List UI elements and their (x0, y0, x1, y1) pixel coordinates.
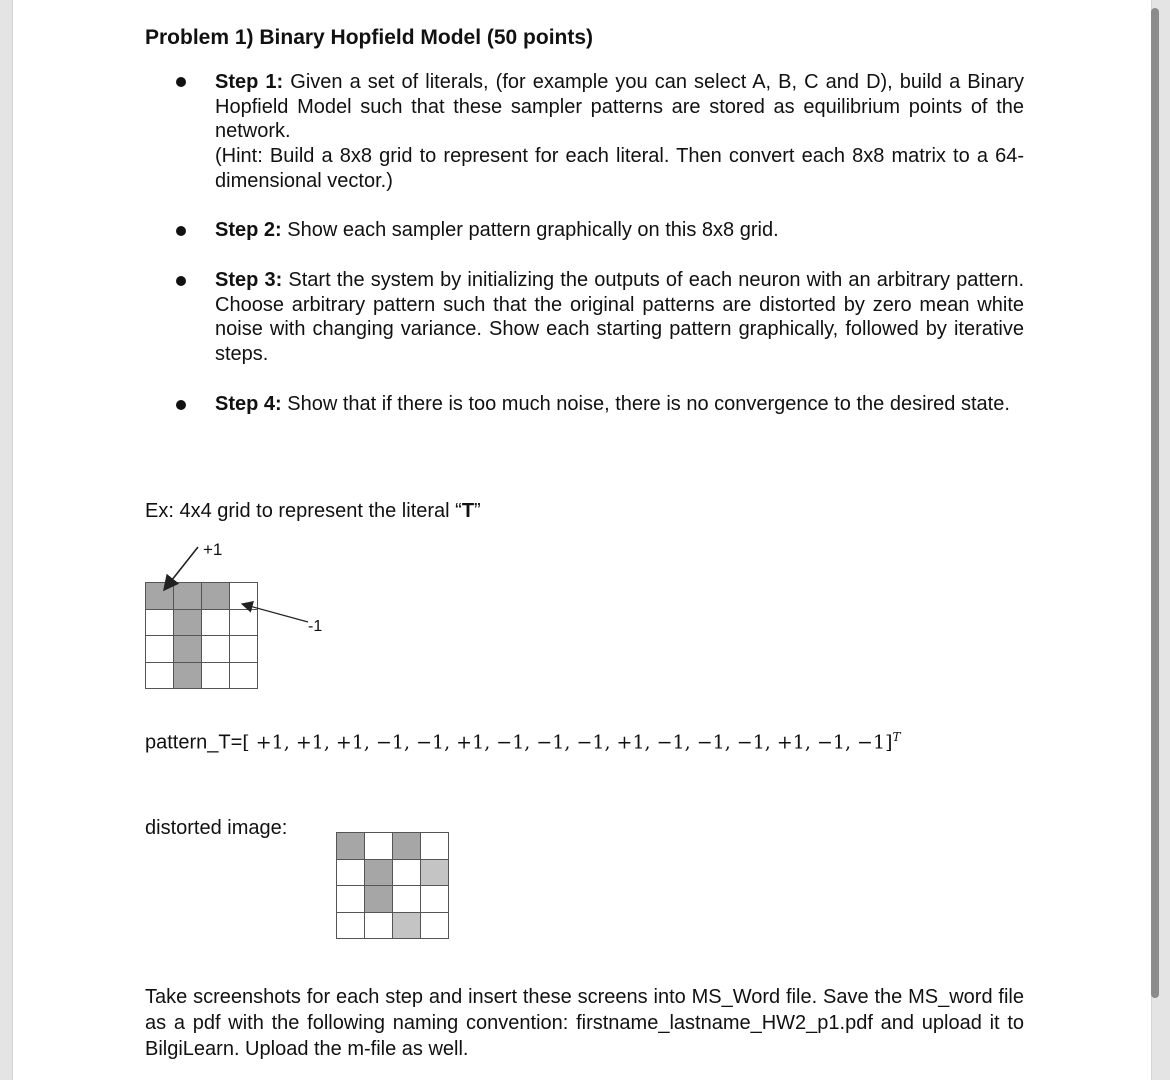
grid-cell (420, 885, 449, 913)
grid-cell (392, 912, 421, 940)
grid-cell (145, 662, 174, 690)
bullet-icon (176, 226, 186, 236)
step-text: Given a set of literals, (for example you can select A, B, C and D), build a Binary Hopfield Model such that these sampler patterns are stored as equilibrium points of the network. (215, 71, 1024, 143)
grid-cell (420, 912, 449, 940)
step-4 (215, 392, 1024, 417)
distorted-label: distorted image: (145, 817, 288, 839)
grid-cell (201, 662, 230, 690)
grid-cell (336, 885, 365, 913)
step-3 (215, 268, 1024, 367)
minus-one-arrow (242, 604, 308, 622)
plus-one-label: +1 (203, 540, 223, 559)
step-hint: (Hint: Build a 8x8 grid to represent for each literal. Then convert each 8x8 matrix to a 64-dimensional vector.) (215, 145, 1024, 192)
grid-cell (392, 859, 421, 887)
step-label: Step 1: (215, 71, 284, 93)
bullet-icon (176, 77, 186, 87)
step-label: Step 3: (215, 269, 283, 291)
bullet-icon (176, 276, 186, 286)
step-label: Step 4: (215, 393, 282, 415)
minus-one-label: -1 (308, 618, 323, 635)
problem-title: Problem 1) Binary Hopfield Model (50 points) (145, 26, 594, 49)
grid-cell (336, 859, 365, 887)
grid-cell (392, 832, 421, 860)
grid-cell (364, 912, 393, 940)
grid-cell (364, 859, 393, 887)
grid-cell (229, 662, 258, 690)
grid-cell (364, 885, 393, 913)
example-caption: Ex: 4x4 grid to represent the literal “T” (145, 500, 481, 522)
grid-cell (392, 885, 421, 913)
step-text: Start the system by initializing the outputs of each neuron with an arbitrary pattern. Choose arbitrary pattern such that the original patterns are distorted by zero mean white noise with changing variance. Show each starting pattern graphically, followed by iterative steps. (215, 269, 1025, 366)
grid-cell (336, 832, 365, 860)
grid-cell (173, 662, 202, 690)
footer-instructions: Take screenshots for each step and insert these screens into MS_Word file. Save the MS_word file as a pdf with the following naming convention: firstname_lastname_HW2_p1.pdf and upload it to BilgiLearn. Upload the m-file as well. (145, 986, 1024, 1060)
step-2 (215, 218, 1024, 243)
grid-cell (420, 859, 449, 887)
grid-cell (336, 912, 365, 940)
vertical-scrollbar[interactable] (1151, 8, 1159, 998)
grid-cell (364, 832, 393, 860)
pattern-vector: [ +1, +1, +1, −1, −1, +1, −1, −1, −1, +1, −1, −1, −1, +1, −1, −1] (242, 731, 893, 754)
bullet-icon (176, 400, 186, 410)
annotation-arrows (150, 535, 330, 645)
step-label: Step 2: (215, 219, 282, 241)
grid-cell (420, 832, 449, 860)
step-text: Show each sampler pattern graphically on this 8x8 grid. (287, 219, 779, 241)
step-text: Show that if there is too much noise, there is no convergence to the desired state. (287, 393, 1010, 415)
step-1 (215, 70, 1024, 194)
pattern-formula: pattern_T=[ +1, +1, +1, −1, −1, +1, −1, −1, −1, +1, −1, −1, −1, +1, −1, −1]$^T$ (145, 730, 901, 754)
plus-one-arrow (164, 547, 198, 590)
